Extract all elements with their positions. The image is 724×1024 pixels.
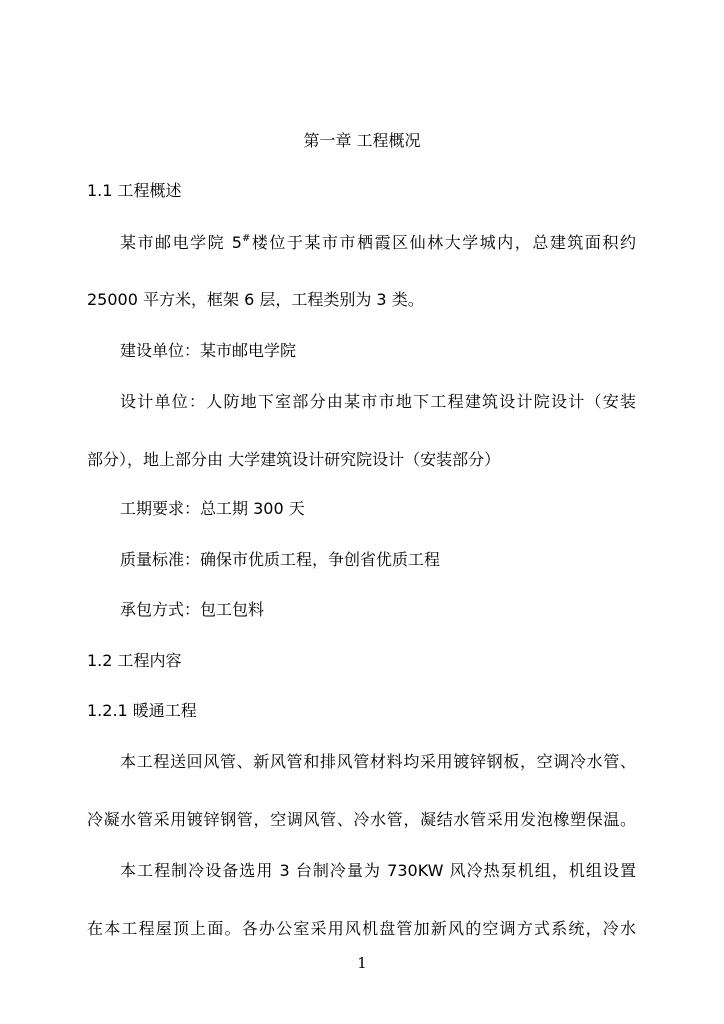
builder-line: 建设单位：某市邮电学院	[120, 341, 297, 360]
paragraph-1-line-2: 25000 平方米，框架 6 层，工程类别为 3 类。	[87, 290, 424, 309]
chapter-title: 第一章 工程概况	[303, 131, 421, 150]
page-number: 1	[357, 954, 367, 972]
designer-line-1: 设计单位：人防地下室部分由某市市地下工程建筑设计院设计（安装	[120, 392, 636, 411]
paragraph-1-line-1	[120, 233, 636, 253]
contract-line: 承包方式：包工包料	[120, 600, 265, 619]
section-heading-1-1: 1.1 工程概述	[87, 181, 182, 200]
paragraph-2-line-1: 本工程送回风管、新风管和排风管材料均采用镀锌钢板，空调冷水管、	[120, 752, 636, 771]
paragraph-3-line-2: 在本工程屋顶上面。各办公室采用风机盘管加新风的空调方式系统，冷水	[87, 919, 636, 938]
section-heading-1-2-1: 1.2.1 暖通工程	[87, 701, 197, 720]
schedule-line: 工期要求：总工期 300 天	[120, 499, 305, 518]
quality-line: 质量标准：确保市优质工程，争创省优质工程	[120, 550, 441, 569]
section-heading-1-2: 1.2 工程内容	[87, 651, 182, 670]
designer-line-2: 部分），地上部分由 大学建筑设计研究院设计（安装部分）	[87, 450, 501, 469]
paragraph-1-text-a: 某市邮电学院 5	[120, 233, 242, 252]
superscript-mark: #	[241, 233, 251, 244]
paragraph-1-text-b: 楼位于某市市栖霞区仙林大学城内，总建筑面积约	[250, 233, 636, 252]
paragraph-2-line-2: 冷凝水管采用镀锌钢管，空调风管、冷水管，凝结水管采用发泡橡塑保温。	[87, 810, 636, 829]
paragraph-3-line-1: 本工程制冷设备选用 3 台制冷量为 730KW 风冷热泵机组，机组设置	[120, 861, 636, 880]
